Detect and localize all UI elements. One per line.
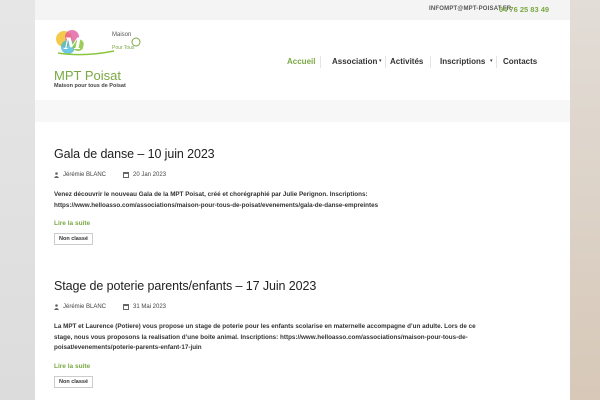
excerpt-line: La MPT et Laurence (Potiere) vous propose un stage de poterie pour les enfants scolarise en maternelle accompagne d’un adulte. Lors de ce bbox=[54, 323, 476, 330]
nav-separator bbox=[385, 56, 386, 68]
read-more-link[interactable]: Lire la suite bbox=[54, 220, 91, 227]
nav-item-accueil[interactable]: Accueil bbox=[287, 57, 316, 66]
site-container bbox=[35, 0, 570, 400]
calendar-icon bbox=[123, 172, 129, 178]
excerpt-line: poisat/evenements/poterie-parents-enfant-17-juin bbox=[54, 344, 202, 351]
excerpt-line: stage, nous vous proposons la realisation d’une boite animal. Inscriptions: https://www.helloasso.com/associations/maison-pour-tous-de- bbox=[54, 333, 468, 341]
calendar-icon bbox=[123, 304, 129, 310]
contact-email-link[interactable]: INFOMPT@MPT-POISAT.FR bbox=[429, 6, 512, 12]
top-bar bbox=[35, 0, 570, 20]
nav-item-contacts[interactable]: Contacts bbox=[503, 57, 538, 66]
user-icon bbox=[54, 172, 59, 178]
post-excerpt bbox=[54, 190, 554, 211]
post-article bbox=[54, 279, 554, 388]
read-more-link[interactable]: Lire la suite bbox=[54, 362, 91, 370]
page-background-left bbox=[0, 0, 35, 400]
post-meta bbox=[54, 303, 554, 313]
nav-item-activites[interactable]: Activités bbox=[390, 57, 424, 66]
chevron-down-icon[interactable]: ▾ bbox=[490, 58, 493, 64]
svg-text:Mpt: Mpt bbox=[64, 34, 101, 53]
post-article bbox=[54, 147, 554, 245]
post-date[interactable]: 20 Jan 2023 bbox=[133, 172, 167, 178]
nav-separator bbox=[496, 56, 497, 68]
user-icon bbox=[54, 304, 59, 310]
post-author[interactable]: Jérémie BLANC bbox=[63, 172, 107, 178]
post-title[interactable]: Gala de danse – 10 juin 2023 bbox=[54, 147, 215, 161]
mpt-logo[interactable] bbox=[54, 27, 144, 57]
nav-item-inscriptions[interactable]: Inscriptions bbox=[440, 57, 486, 66]
post-excerpt bbox=[54, 322, 554, 354]
post-title[interactable]: Stage de poterie parents/enfants – 17 Juin 2023 bbox=[54, 279, 317, 293]
nav-item-association[interactable]: Association bbox=[332, 57, 378, 66]
site-tagline: Maison pour tous de Poisat bbox=[54, 83, 126, 89]
nav-separator bbox=[430, 56, 431, 68]
post-meta bbox=[54, 171, 554, 181]
excerpt-line: Venez découvrir le nouveau Gala de la MPT Poisat, créé et chorégraphié par Julie Perignon. Inscriptions: bbox=[54, 191, 368, 198]
site-title[interactable]: MPT Poisat bbox=[54, 68, 121, 83]
post-author[interactable]: Jérémie BLANC bbox=[63, 304, 107, 310]
contact-phone-link[interactable]: 04 76 25 83 49 bbox=[499, 5, 550, 14]
svg-text:Pour Tous: Pour Tous bbox=[112, 45, 135, 51]
category-tag[interactable]: Non classé bbox=[54, 376, 93, 388]
page-background-right bbox=[570, 0, 600, 400]
nav-separator bbox=[320, 56, 321, 68]
svg-text:Maison: Maison bbox=[112, 32, 132, 38]
post-date[interactable]: 31 Mai 2023 bbox=[133, 304, 167, 310]
chevron-down-icon[interactable]: ▾ bbox=[379, 58, 382, 64]
header-separator-band bbox=[35, 100, 570, 122]
category-tag[interactable]: Non classé bbox=[54, 233, 93, 245]
excerpt-line: https://www.helloasso.com/associations/maison-pour-tous-de-poisat/evenements/gala-de-danse-empreintes bbox=[54, 201, 379, 209]
site-header bbox=[35, 20, 570, 100]
